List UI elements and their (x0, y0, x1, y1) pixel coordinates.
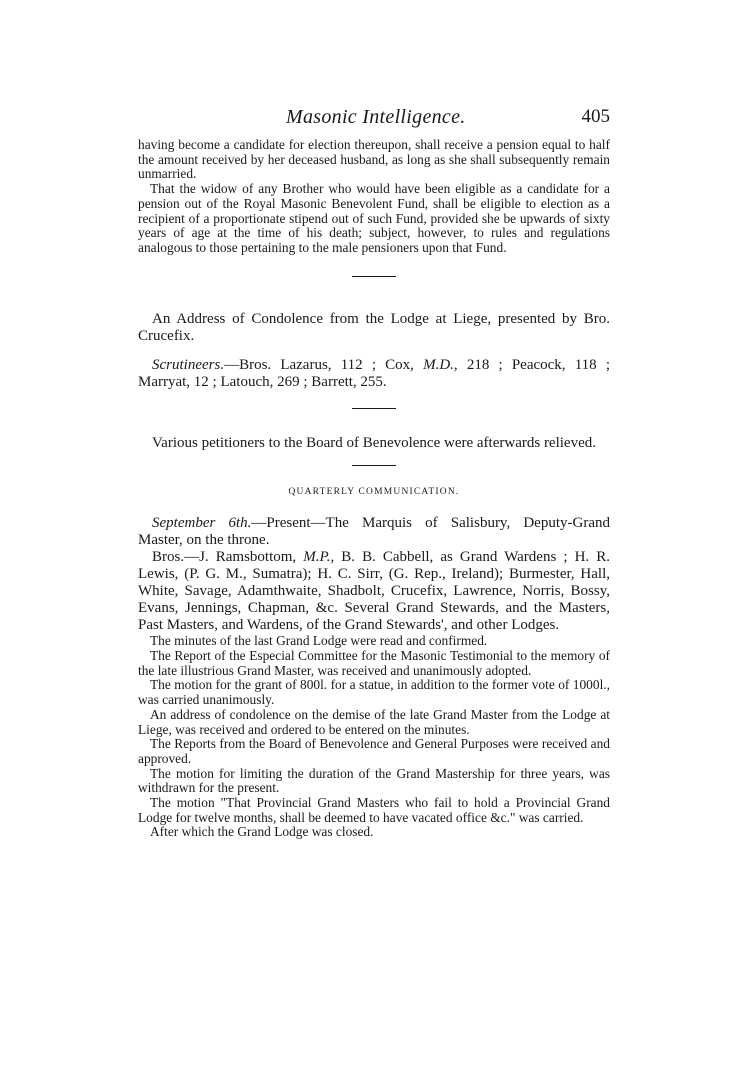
paragraph-reports: The Reports from the Board of Benevolence and General Purposes were received and approved. (138, 736, 610, 766)
paragraph-condolence: An address of condolence on the demise of the late Grand Master from the Lodge at Liege, was received and ordered to be entered on the minutes. (138, 706, 610, 737)
paragraph-closed: After which the Grand Lodge was closed. (150, 824, 374, 840)
brothers-mp: M.P. (303, 549, 331, 566)
september-date: September 6th. (152, 515, 252, 532)
paragraph-scrutineers (138, 357, 610, 391)
section-divider (352, 465, 396, 466)
scrutineers-rest: , 218 ; Peacock, 118 ; Marryat, 12 ; Latouch, 269 ; Barrett, 255. (138, 356, 610, 390)
running-title: Masonic Intelligence. (286, 106, 466, 128)
scrutineers-text: —Bros. Lazarus, 112 ; Cox, (224, 356, 424, 373)
paragraph-petitioners: Various petitioners to the Board of Benevolence were afterwards relieved. (152, 434, 596, 451)
page-body (138, 138, 610, 840)
section-divider (352, 408, 396, 409)
brothers-b: , B. B. Cabbell, as Grand Wardens ; H. R. Lewis, (P. G. M., Sumatra); H. C. Sirr, (G. Rep., Ireland); Burmester, Hall, White, Savage, Adamthwaite, Shadbolt, Crucefix, Lawrence, Norris, Bossy, Evans, Jennings, Chapman, &c. Several Grand Stewards, and the Masters, Past Masters, and Wardens, of the Grand Stewards', and other Lodges. (138, 549, 610, 634)
paragraph-provincial: The motion "That Provincial Grand Masters who fail to hold a Provincial Grand Lodge for twelve months, shall be deemed to have vacated office &c." was carried. (138, 795, 610, 825)
page-number: 405 (581, 106, 610, 127)
brothers-a: Bros.—J. Ramsbottom, (152, 549, 304, 566)
section-divider (352, 276, 396, 277)
paragraph-widow: That the widow of any Brother who would have been eligible as a candidate for a pension out of the Royal Masonic Benevolent Fund, shall be eligible to election as a recipient of a proportionate stipend out of such Fund, provided she be upwards of sixty years of age at the time of his death; subject, however, to rules and regulations analogous to those pertaining to the male pensioners upon that Fund. (138, 181, 610, 255)
paragraph-minutes: The minutes of the last Grand Lodge were read and confirmed. (150, 633, 488, 649)
paragraph-address: An Address of Condolence from the Lodge at Liege, presented by Bro. Crucefix. (138, 310, 610, 344)
paragraph-grant: The motion for the grant of 800l. for a statue, in addition to the former vote of 1000l., was carried unanimously. (138, 677, 610, 708)
scrutineers-md: M.D. (423, 356, 454, 373)
september-text: —Present—The Marquis of Salisbury, Deputy-Grand Master, on the throne. (138, 515, 610, 549)
paragraph-limit: The motion for limiting the duration of the Grand Mastership for three years, was withdrawn for the present. (138, 765, 610, 796)
scrutineers-label: Scrutineers. (152, 356, 225, 373)
section-heading: QUARTERLY COMMUNICATION. (288, 486, 460, 497)
paragraph-pension: having become a candidate for election thereupon, shall receive a pension equal to half the amount received by her deceased husband, as long as she shall subsequently remain unmarried. (138, 137, 610, 182)
page-header (138, 106, 610, 130)
paragraph-september (138, 515, 610, 549)
paragraph-report: The Report of the Especial Committee for the Masonic Testimonial to the memory of the late illustrious Grand Master, was received and unanimously adopted. (138, 648, 610, 678)
paragraph-brothers (138, 549, 610, 634)
